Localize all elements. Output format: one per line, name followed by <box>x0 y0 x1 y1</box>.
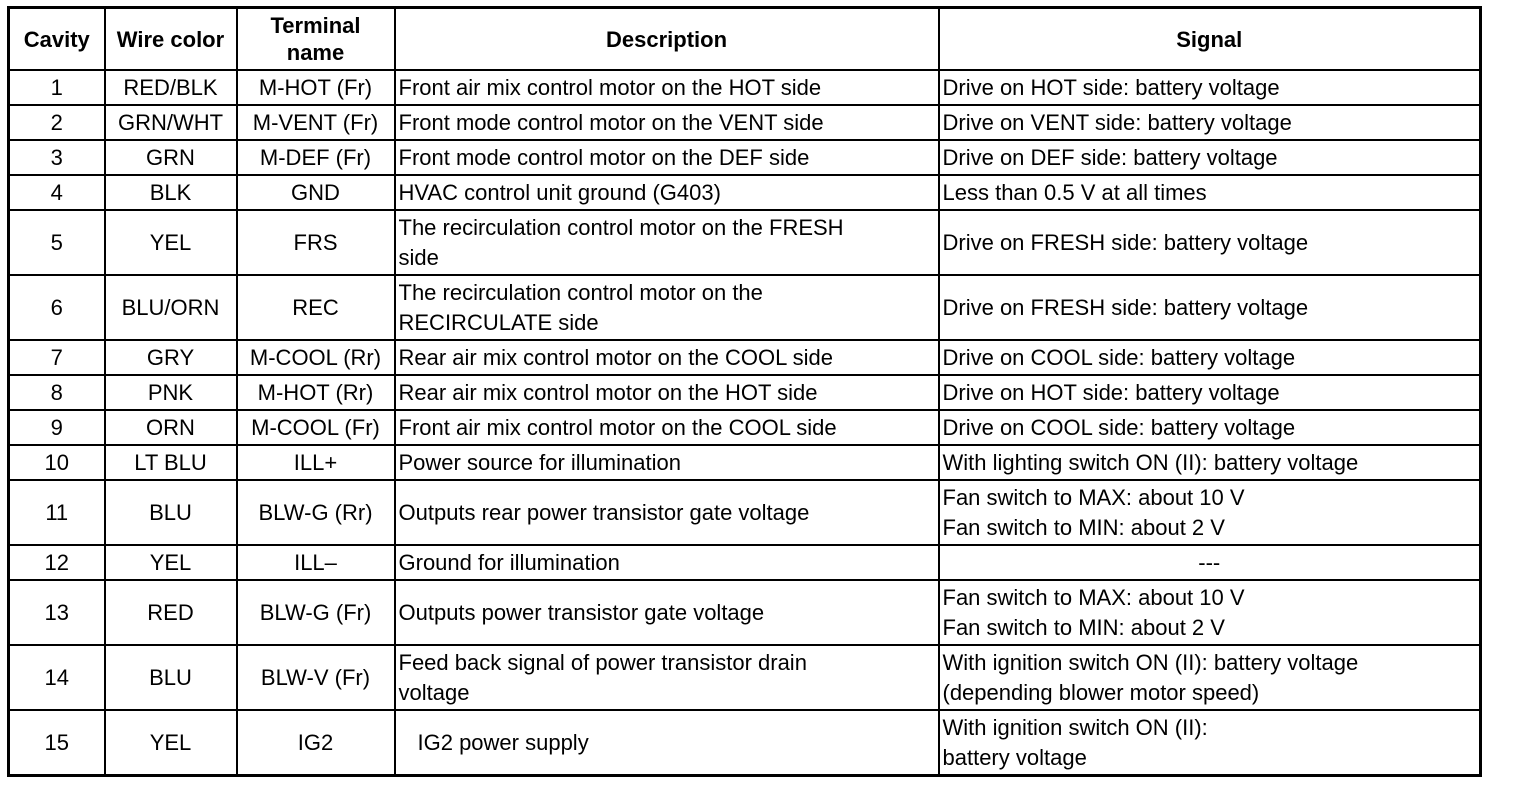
terminal-name-cell: M-HOT (Fr) <box>237 70 395 105</box>
description-cell: HVAC control unit ground (G403) <box>395 175 939 210</box>
cavity-cell: 6 <box>9 275 105 340</box>
wire-color-cell: LT BLU <box>105 445 237 480</box>
cavity-cell: 14 <box>9 645 105 710</box>
terminal-name-cell: M-DEF (Fr) <box>237 140 395 175</box>
terminal-name-cell: FRS <box>237 210 395 275</box>
description-cell: The recirculation control motor on the FRESH side <box>395 210 939 275</box>
terminal-name-cell: ILL– <box>237 545 395 580</box>
wire-color-cell: BLU <box>105 480 237 545</box>
cavity-cell: 13 <box>9 580 105 645</box>
table-row <box>9 645 1481 710</box>
header-description: Description <box>395 8 939 71</box>
wire-color-cell: RED <box>105 580 237 645</box>
terminal-name-cell: BLW-V (Fr) <box>237 645 395 710</box>
terminal-name-cell: GND <box>237 175 395 210</box>
signal-cell: Drive on COOL side: battery voltage <box>939 340 1481 375</box>
table-row <box>9 70 1481 105</box>
table-body <box>9 70 1481 776</box>
signal-cell: Drive on FRESH side: battery voltage <box>939 275 1481 340</box>
table-row <box>9 445 1481 480</box>
connector-pinout-table <box>7 6 1482 777</box>
table-row <box>9 210 1481 275</box>
wire-color-cell: BLK <box>105 175 237 210</box>
description-cell: Front mode control motor on the DEF side <box>395 140 939 175</box>
description-cell: Front air mix control motor on the COOL side <box>395 410 939 445</box>
wire-color-cell: BLU <box>105 645 237 710</box>
signal-cell: With ignition switch ON (II): battery voltage (depending blower motor speed) <box>939 645 1481 710</box>
wire-color-cell: ORN <box>105 410 237 445</box>
signal-cell: Less than 0.5 V at all times <box>939 175 1481 210</box>
wire-color-cell: PNK <box>105 375 237 410</box>
cavity-cell: 3 <box>9 140 105 175</box>
signal-cell: Fan switch to MAX: about 10 V Fan switch to MIN: about 2 V <box>939 480 1481 545</box>
signal-cell: Drive on HOT side: battery voltage <box>939 375 1481 410</box>
table-row <box>9 140 1481 175</box>
description-cell: Front mode control motor on the VENT side <box>395 105 939 140</box>
cavity-cell: 11 <box>9 480 105 545</box>
terminal-name-cell: M-VENT (Fr) <box>237 105 395 140</box>
terminal-name-cell: ILL+ <box>237 445 395 480</box>
table-row <box>9 275 1481 340</box>
table-row <box>9 580 1481 645</box>
table-row <box>9 175 1481 210</box>
cavity-cell: 5 <box>9 210 105 275</box>
description-cell: Rear air mix control motor on the HOT side <box>395 375 939 410</box>
cavity-cell: 9 <box>9 410 105 445</box>
cavity-cell: 10 <box>9 445 105 480</box>
wire-color-cell: BLU/ORN <box>105 275 237 340</box>
terminal-name-cell: REC <box>237 275 395 340</box>
terminal-name-cell: M-HOT (Rr) <box>237 375 395 410</box>
connector-table-container <box>7 6 1482 777</box>
description-cell: Outputs rear power transistor gate voltage <box>395 480 939 545</box>
header-terminal-name: Terminal name <box>237 8 395 71</box>
signal-cell: With lighting switch ON (II): battery voltage <box>939 445 1481 480</box>
terminal-name-cell: IG2 <box>237 710 395 776</box>
table-row <box>9 340 1481 375</box>
cavity-cell: 12 <box>9 545 105 580</box>
table-row <box>9 375 1481 410</box>
cavity-cell: 8 <box>9 375 105 410</box>
table-row <box>9 710 1481 776</box>
table-row <box>9 480 1481 545</box>
signal-cell: Drive on FRESH side: battery voltage <box>939 210 1481 275</box>
cavity-cell: 1 <box>9 70 105 105</box>
terminal-name-cell: BLW-G (Fr) <box>237 580 395 645</box>
wire-color-cell: YEL <box>105 710 237 776</box>
cavity-cell: 4 <box>9 175 105 210</box>
table-header-row <box>9 8 1481 71</box>
table-row <box>9 105 1481 140</box>
table-row <box>9 410 1481 445</box>
wire-color-cell: GRN/WHT <box>105 105 237 140</box>
description-cell: Ground for illumination <box>395 545 939 580</box>
signal-cell: Drive on VENT side: battery voltage <box>939 105 1481 140</box>
signal-cell: Drive on DEF side: battery voltage <box>939 140 1481 175</box>
description-cell: The recirculation control motor on the RECIRCULATE side <box>395 275 939 340</box>
description-cell: IG2 power supply <box>395 710 939 776</box>
wire-color-cell: YEL <box>105 545 237 580</box>
wire-color-cell: GRY <box>105 340 237 375</box>
description-cell: Power source for illumination <box>395 445 939 480</box>
header-signal: Signal <box>939 8 1481 71</box>
description-cell: Front air mix control motor on the HOT side <box>395 70 939 105</box>
wire-color-cell: YEL <box>105 210 237 275</box>
wire-color-cell: RED/BLK <box>105 70 237 105</box>
description-cell: Rear air mix control motor on the COOL side <box>395 340 939 375</box>
cavity-cell: 15 <box>9 710 105 776</box>
header-cavity: Cavity <box>9 8 105 71</box>
signal-cell: With ignition switch ON (II): battery voltage <box>939 710 1481 776</box>
terminal-name-cell: BLW-G (Rr) <box>237 480 395 545</box>
terminal-name-cell: M-COOL (Rr) <box>237 340 395 375</box>
wire-color-cell: GRN <box>105 140 237 175</box>
table-row <box>9 545 1481 580</box>
signal-cell: Fan switch to MAX: about 10 V Fan switch to MIN: about 2 V <box>939 580 1481 645</box>
description-cell: Feed back signal of power transistor drain voltage <box>395 645 939 710</box>
signal-cell: Drive on COOL side: battery voltage <box>939 410 1481 445</box>
description-cell: Outputs power transistor gate voltage <box>395 580 939 645</box>
signal-cell: Drive on HOT side: battery voltage <box>939 70 1481 105</box>
header-wire-color: Wire color <box>105 8 237 71</box>
cavity-cell: 7 <box>9 340 105 375</box>
terminal-name-cell: M-COOL (Fr) <box>237 410 395 445</box>
signal-cell: --- <box>939 545 1481 580</box>
cavity-cell: 2 <box>9 105 105 140</box>
